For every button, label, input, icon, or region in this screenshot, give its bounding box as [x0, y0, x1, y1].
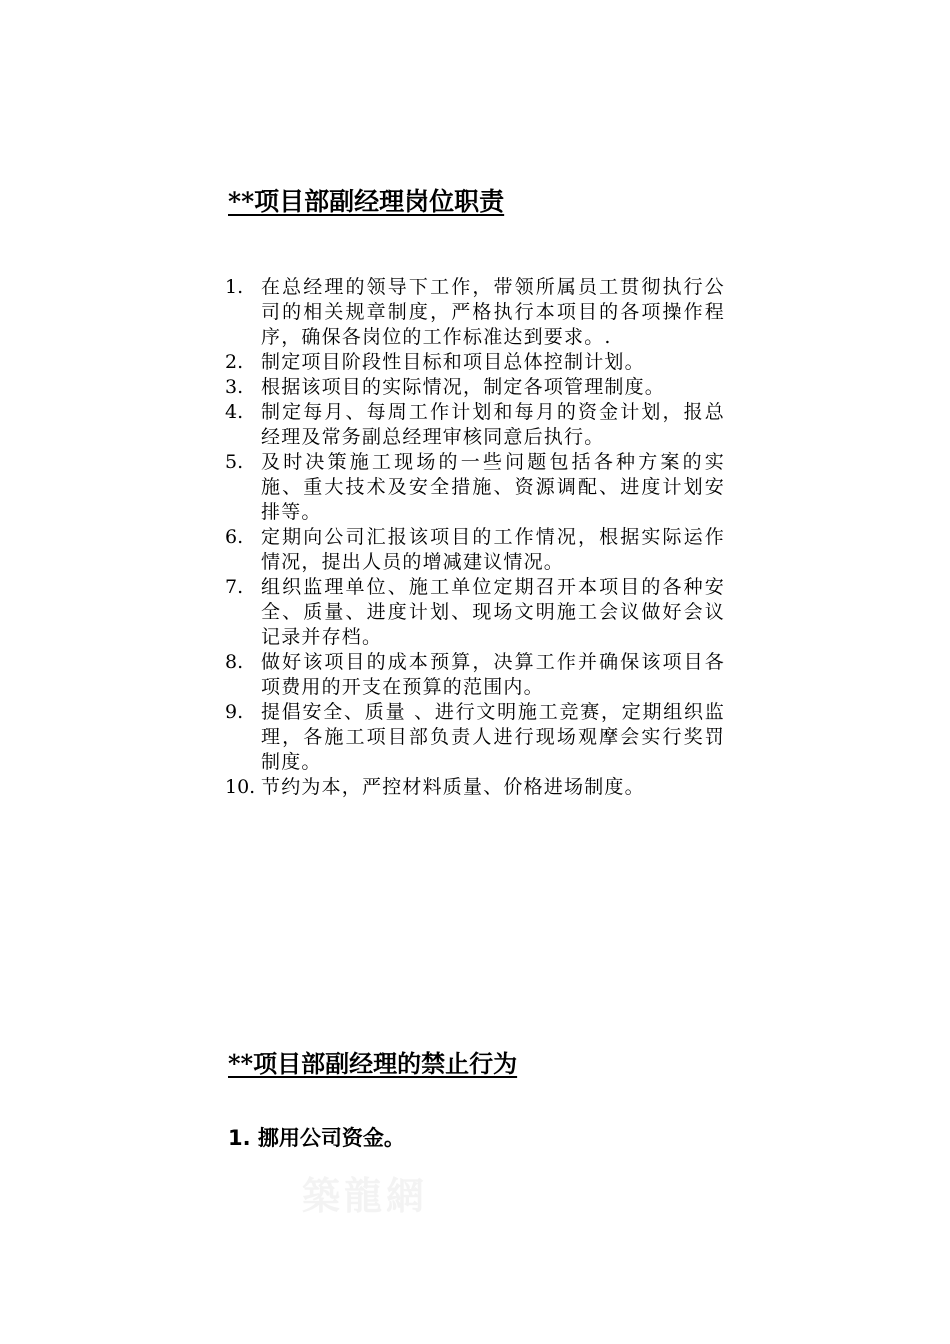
item-number: 3.	[225, 376, 244, 398]
item-number: 10.	[225, 776, 256, 798]
item-text: 及时决策施工现场的一些问题包括各种方案的实施、重大技术及安全措施、资源调配、进度计划安排等。	[261, 451, 725, 523]
list-item	[225, 525, 725, 575]
item-number: 7.	[225, 576, 244, 598]
duties-heading: **项目部副经理岗位职责	[228, 187, 505, 216]
item-number: 1.	[225, 276, 244, 298]
item-text: 在总经理的领导下工作，带领所属员工贯彻执行公司的相关规章制度，严格执行本项目的各项操作程序，确保各岗位的工作标准达到要求。.	[261, 276, 725, 348]
list-item	[225, 350, 725, 375]
item-text: 制定项目阶段性目标和项目总体控制计划。	[261, 351, 645, 373]
list-item: 1. 挪用公司资金。	[228, 1126, 405, 1150]
item-text: 根据该项目的实际情况，制定各项管理制度。	[261, 376, 666, 398]
list-item	[225, 575, 725, 650]
item-number: 4.	[225, 401, 244, 423]
watermark: 築龍網	[302, 1173, 429, 1218]
prohibitions-heading: **项目部副经理的禁止行为	[228, 1049, 518, 1078]
item-number: 2.	[225, 351, 244, 373]
list-item	[225, 450, 725, 525]
item-number: 8.	[225, 651, 244, 673]
item-text: 节约为本，严控材料质量、价格进场制度。	[261, 776, 645, 798]
list-item	[225, 650, 725, 700]
list-item	[225, 700, 725, 775]
prohibition-list	[228, 1122, 405, 1152]
item-text: 组织监理单位、施工单位定期召开本项目的各种安全、质量、进度计划、现场文明施工会议做好会议记录并存档。	[261, 576, 725, 648]
item-number: 6.	[225, 526, 244, 548]
item-text: 定期向公司汇报该项目的工作情况，根据实际运作情况，提出人员的增减建议情况。	[261, 526, 725, 573]
item-text: 制定每月、每周工作计划和每月的资金计划，报总经理及常务副总经理审核同意后执行。	[261, 401, 725, 448]
item-number: 9.	[225, 701, 244, 723]
list-item	[225, 400, 725, 450]
item-text: 提倡安全、质量 、进行文明施工竞赛，定期组织监理，各施工项目部负责人进行现场观摩会实行奖罚制度。	[261, 701, 725, 773]
list-item	[225, 275, 725, 350]
list-item	[225, 775, 725, 800]
item-text: 做好该项目的成本预算，决算工作并确保该项目各项费用的开支在预算的范围内。	[261, 651, 725, 698]
duty-list	[225, 275, 725, 800]
item-number: 5.	[225, 451, 244, 473]
list-item	[225, 375, 725, 400]
